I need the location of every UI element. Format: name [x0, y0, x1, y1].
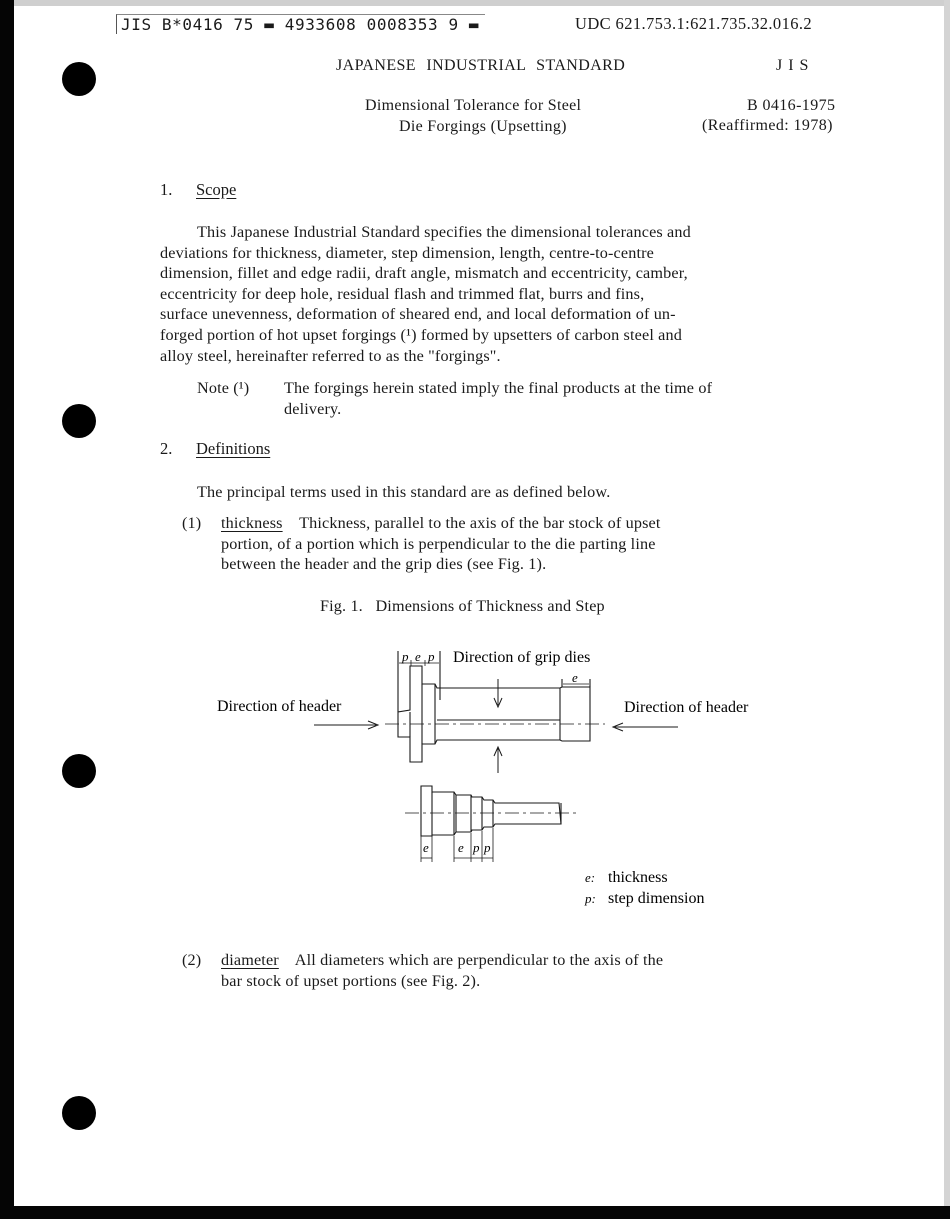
scope-line-2: deviations for thickness, diameter, step dimension, length, centre-to-centre	[160, 243, 654, 262]
lower-forging-outline	[421, 786, 561, 836]
upper-forging-outline	[398, 666, 590, 762]
scope-line-5: surface unevenness, deformation of sheared end, and local deformation of un-	[160, 305, 676, 324]
dim-label-p-1: p	[402, 649, 409, 664]
jis-mark: J I S	[776, 57, 810, 74]
dim-label-e-3: e	[423, 840, 429, 855]
legend-p-text: step dimension	[608, 890, 705, 907]
note-label: Note (¹)	[197, 379, 250, 397]
figure-1-caption: Fig. 1. Dimensions of Thickness and Step	[320, 597, 605, 615]
scope-line-6: forged portion of hot upset forgings (¹) formed by upsetters of carbon steel and	[160, 325, 682, 344]
direction-arrows	[314, 679, 678, 773]
dim-label-p-2: p	[428, 649, 435, 664]
section-1-heading: Scope	[196, 180, 237, 199]
item-1-line-3: between the header and the grip dies (see Fig. 1).	[221, 555, 547, 574]
dim-label-e-2: e	[572, 670, 578, 685]
label-grip-dies: Direction of grip dies	[453, 649, 591, 666]
definitions-intro: The principal terms used in this standard are as defined below.	[197, 483, 611, 501]
dim-label-e-1: e	[415, 649, 421, 664]
udc-number: UDC 621.753.1:621.735.32.016.2	[575, 14, 813, 33]
label-header-right: Direction of header	[624, 699, 749, 716]
scope-line-1: This Japanese Industrial Standard specifies the dimensional tolerances and	[197, 223, 691, 241]
standard-name: JAPANESE INDUSTRIAL STANDARD	[336, 57, 626, 74]
note-line-2: delivery.	[284, 399, 342, 418]
legend-p-symbol: p:	[585, 891, 596, 906]
item-1-term: thickness	[221, 514, 283, 532]
reaffirmed-date: (Reaffirmed: 1978)	[702, 117, 833, 134]
note-line-1: The forgings herein stated imply the final products at the time of	[284, 379, 713, 397]
dim-label-p-3: p	[473, 840, 480, 855]
item-1-line-2: portion, of a portion which is perpendicular to the die parting line	[221, 534, 656, 553]
item-2-number: (2)	[182, 951, 202, 969]
item-2-body	[221, 950, 841, 991]
dim-label-p-4: p	[484, 840, 491, 855]
section-2-number: 2.	[160, 439, 173, 458]
scope-line-7: alloy steel, hereinafter referred to as the "forgings".	[160, 346, 501, 365]
legend-e-symbol: e:	[585, 870, 596, 885]
item-2-line-1-text: All diameters which are perpendicular to the axis of the	[294, 951, 664, 969]
item-1-number: (1)	[182, 514, 202, 532]
item-2-line-1	[221, 950, 841, 971]
standard-title-line-1: Dimensional Tolerance for Steel	[365, 97, 582, 114]
legend-e-text: thickness	[608, 869, 668, 886]
label-header-left: Direction of header	[217, 698, 342, 715]
scope-line-4: eccentricity for deep hole, residual flash and trimmed flat, burrs and fins,	[160, 284, 645, 303]
dim-label-e-4: e	[458, 840, 464, 855]
section-1-number: 1.	[160, 180, 173, 199]
scope-line-3: dimension, fillet and edge radii, draft angle, mismatch and eccentricity, camber,	[160, 264, 688, 283]
item-1-line-1-text: Thickness, parallel to the axis of the bar stock of upset	[299, 514, 661, 532]
section-2-heading: Definitions	[196, 439, 271, 458]
item-2-line-2: bar stock of upset portions (see Fig. 2).	[221, 971, 481, 990]
item-2-term: diameter	[221, 951, 279, 969]
catalog-line-text: JIS B*0416 75 ▬ 4933608 0008353 9 ▬	[121, 15, 480, 34]
standard-title-line-2: Die Forgings (Upsetting)	[399, 118, 567, 135]
standard-number: B 0416-1975	[747, 97, 836, 114]
